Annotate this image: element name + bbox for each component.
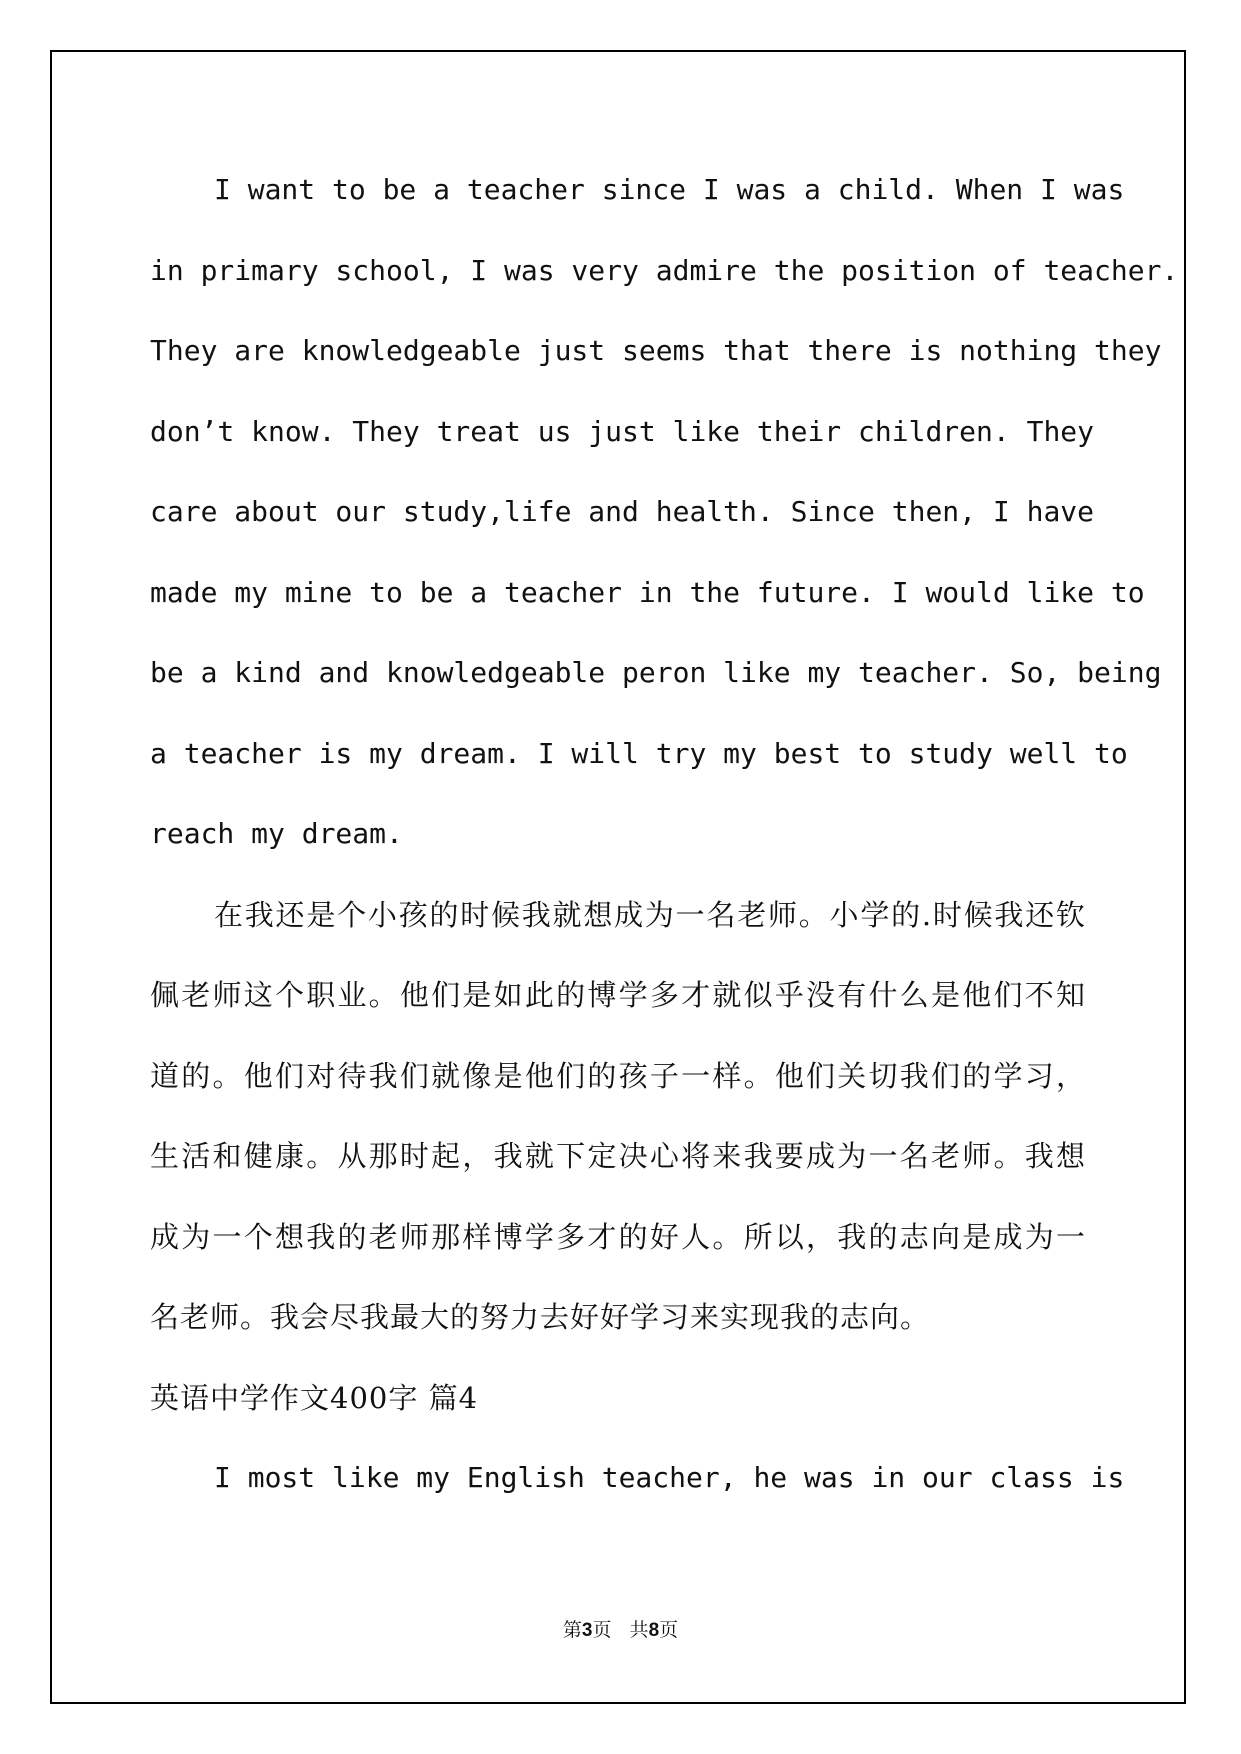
chinese-paragraph-line-4: 生活和健康。从那时起，我就下定决心将来我要成为一名老师。我想 <box>150 1139 1085 1173</box>
english-paragraph-1-line-1: I want to be a teacher since I was a child. When I was <box>214 173 1125 206</box>
english-paragraph-1-line-7: be a kind and knowledgeable peron like my teacher. So, being <box>150 656 1162 689</box>
english-paragraph-1-line-3: They are knowledgeable just seems that there is nothing they <box>150 334 1162 367</box>
footer-prefix: 第 <box>562 1619 582 1641</box>
footer-total-pages: 8 <box>648 1620 660 1641</box>
english-paragraph-1-line-6: made my mine to be a teacher in the future. I would like to <box>150 576 1145 609</box>
english-paragraph-1-line-2: in primary school, I was very admire the position of teacher. <box>150 254 1179 287</box>
english-paragraph-1-line-5: care about our study,life and health. Since then, I have <box>150 495 1095 528</box>
english-paragraph-2-line-1: I most like my English teacher, he was in our class is <box>214 1461 1125 1494</box>
english-paragraph-1-line-4: don’t know. They treat us just like their children. They <box>150 415 1095 448</box>
footer-suffix: 页 <box>659 1619 679 1641</box>
english-paragraph-1-line-9: reach my dream. <box>150 817 403 850</box>
chinese-paragraph-line-1: 在我还是个小孩的时候我就想成为一名老师。小学的.时候我还钦 <box>214 898 1085 932</box>
chinese-paragraph-line-6: 名老师。我会尽我最大的努力去好好学习来实现我的志向。 <box>150 1300 931 1334</box>
chinese-paragraph-line-2: 佩老师这个职业。他们是如此的博学多才就似乎没有什么是他们不知 <box>150 978 1085 1012</box>
footer-middle: 页 共 <box>592 1619 649 1641</box>
page-number-footer <box>0 1617 1241 1643</box>
footer-current-page: 3 <box>581 1620 593 1641</box>
section-heading: 英语中学作文400字 篇4 <box>150 1381 479 1415</box>
chinese-paragraph-line-3: 道的。他们对待我们就像是他们的孩子一样。他们关切我们的学习， <box>150 1059 1085 1093</box>
chinese-paragraph-line-5: 成为一个想我的老师那样博学多才的好人。所以，我的志向是成为一 <box>150 1220 1085 1254</box>
page-border <box>50 50 1186 1704</box>
english-paragraph-1-line-8: a teacher is my dream. I will try my best to study well to <box>150 737 1128 770</box>
